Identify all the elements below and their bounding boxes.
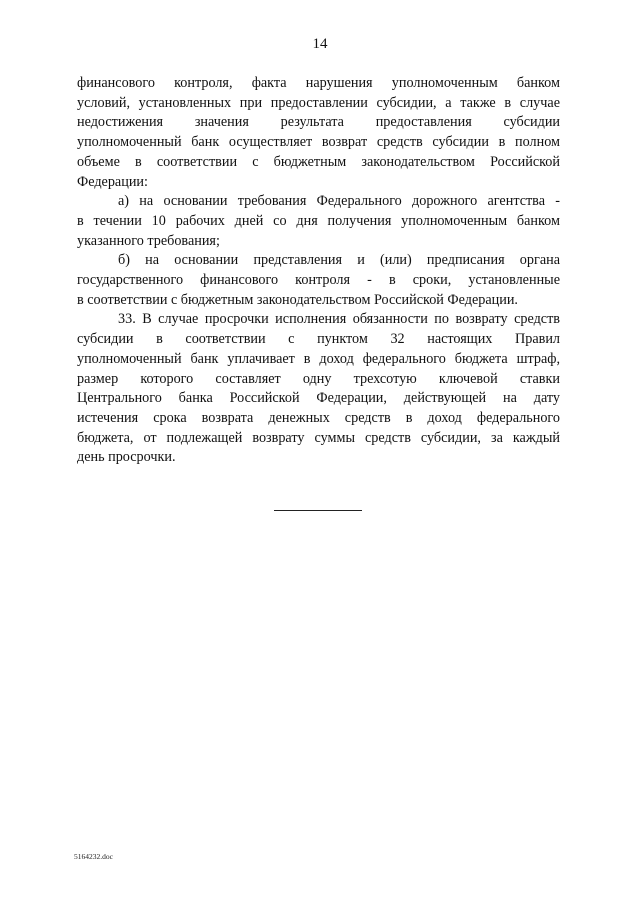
text-line: а) на основании требования Федерального дорожного агентства - xyxy=(118,193,560,210)
text-line: в соответствии с бюджетным законодательством Российской Федерации. xyxy=(77,291,518,308)
text-line: объеме в соответствии с бюджетным законодательством Российской xyxy=(77,153,560,170)
text-line: условий, установленных при предоставлении субсидии, а также в случае xyxy=(77,94,560,111)
text-line: размер которого составляет одну трехсотую ключевой ставки xyxy=(77,370,560,387)
text-line: финансового контроля, факта нарушения уполномоченным банком xyxy=(77,75,560,91)
text-line: истечения срока возврата денежных средств в доход федерального xyxy=(77,409,560,426)
document-code: 5164232.doc xyxy=(74,852,113,861)
text-line: Центрального банка Российской Федерации, действующей на дату xyxy=(77,390,560,407)
text-line: государственного финансового контроля - в сроки, установленные xyxy=(77,272,560,289)
text-line: уполномоченный банк уплачивает в доход федерального бюджета штраф, xyxy=(77,350,560,367)
text-line: б) на основании представления и (или) предписания органа xyxy=(118,252,560,269)
page-number: 14 xyxy=(312,36,328,52)
text-line: день просрочки. xyxy=(77,449,176,466)
text-line: Федерации: xyxy=(77,173,148,190)
document-body xyxy=(77,74,560,468)
text-line: уполномоченный банк осуществляет возврат средств субсидии в полном xyxy=(77,134,560,151)
text-line: бюджета, от подлежащей возврату суммы средств субсидии, за каждый xyxy=(77,429,560,446)
text-line: указанного требования; xyxy=(77,232,220,249)
text-line: недостижения значения результата предоставления субсидии xyxy=(77,114,560,131)
section-divider xyxy=(274,510,362,511)
text-line: в течении 10 рабочих дней со дня получения уполномоченным банком xyxy=(77,212,560,229)
text-line: субсидии в соответствии с пунктом 32 настоящих Правил xyxy=(77,331,560,348)
text-line: 33. В случае просрочки исполнения обязанности по возврату средств xyxy=(118,311,560,328)
